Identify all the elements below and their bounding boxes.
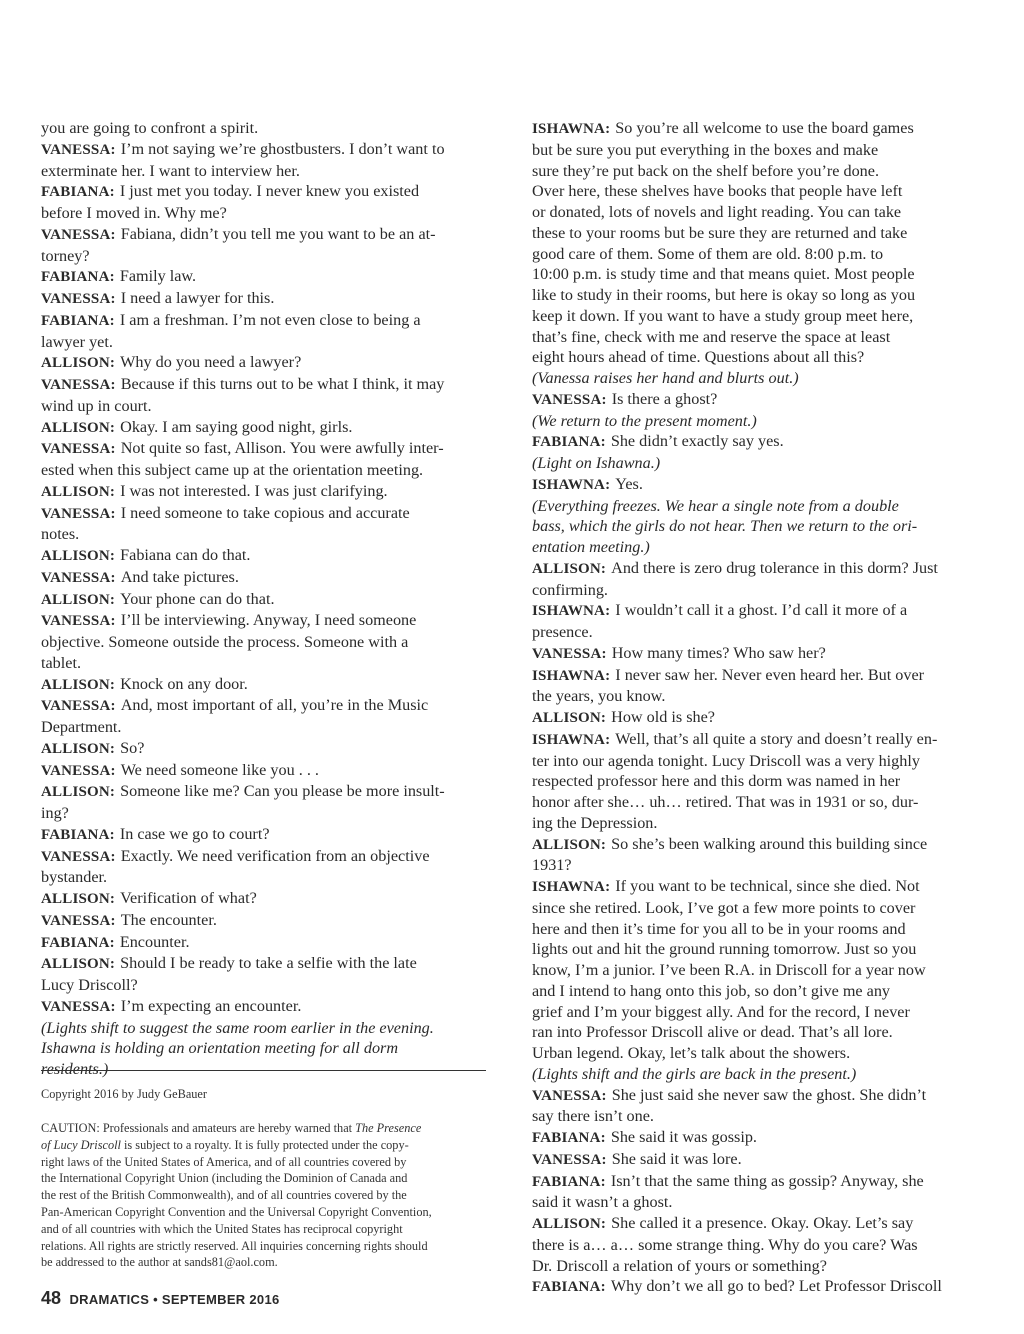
dialogue-continuation: lights out and hit the ground running tomorrow. Just so you bbox=[532, 940, 917, 959]
dialogue-continuation: presence. bbox=[532, 623, 593, 641]
caution-line bbox=[41, 1254, 493, 1271]
dialogue-text: Well, that’s all quite a story and doesn’t really en- bbox=[615, 729, 938, 748]
dialogue-line bbox=[532, 1171, 984, 1193]
dialogue-text: I’m expecting an encounter. bbox=[120, 996, 302, 1015]
speaker-name: VANESSA: bbox=[41, 377, 116, 393]
dialogue-continuation: since she retired. Look, I’ve got a few more points to cover bbox=[532, 898, 916, 917]
speaker-name: ISHAWNA: bbox=[532, 121, 611, 137]
dialogue-text: So? bbox=[120, 738, 145, 757]
dialogue-continuation: but be sure you put everything in the boxes and make bbox=[532, 140, 879, 159]
dialogue-continuation: ested when this subject came up at the orientation meeting. bbox=[41, 461, 424, 479]
speaker-name: VANESSA: bbox=[41, 998, 116, 1015]
copyright-notice: Copyright 2016 by Judy GeBauer bbox=[41, 1087, 207, 1101]
dialogue-text: So you’re all welcome to use the board games bbox=[615, 119, 914, 137]
stage-direction: (Light on Ishawna.) bbox=[532, 454, 661, 472]
dialogue-line bbox=[41, 438, 493, 460]
speaker-name: VANESSA: bbox=[41, 848, 116, 865]
caution-text: the International Copyright Union (including the Dominion of Canada and bbox=[41, 1171, 408, 1186]
dialogue-line bbox=[532, 1276, 984, 1298]
dialogue-line bbox=[532, 1213, 984, 1235]
speaker-name: VANESSA: bbox=[532, 391, 607, 408]
dialogue-text: How old is she? bbox=[611, 708, 715, 726]
dialogue-continuation: wind up in court. bbox=[41, 396, 152, 415]
dialogue-text: Because if this turns out to be what I think, it may bbox=[120, 375, 445, 393]
dialogue-line bbox=[41, 589, 493, 611]
dialogue-text: I just met you today. I never knew you existed bbox=[119, 182, 420, 201]
dialogue-text: Fabiana can do that. bbox=[120, 546, 251, 564]
speaker-name: VANESSA: bbox=[532, 1087, 607, 1104]
speaker-name: ALLISON: bbox=[41, 740, 116, 757]
dialogue-text: I’m not saying we’re ghostbusters. I don’t want to bbox=[120, 139, 445, 158]
speaker-name: ALLISON: bbox=[41, 891, 116, 907]
dialogue-continuation: sure they’re put back on the shelf before you’re done. bbox=[532, 161, 879, 180]
dialogue-continuation: ing the Depression. bbox=[532, 813, 658, 832]
left-script-column bbox=[41, 118, 493, 1080]
dialogue-continuation: lawyer yet. bbox=[41, 332, 113, 351]
footnote-divider bbox=[41, 1070, 486, 1071]
caution-text: the rest of the British Commonwealth), and of all countries covered by the bbox=[41, 1188, 407, 1203]
dialogue-text: Exactly. We need verification from an objective bbox=[120, 846, 430, 865]
speaker-name: VANESSA: bbox=[41, 226, 116, 243]
caution-text: right laws of the United States of America, and of all countries covered by bbox=[41, 1154, 407, 1169]
dialogue-line bbox=[41, 824, 493, 846]
dialogue-text: Fabiana, didn’t you tell me you want to be an at- bbox=[120, 224, 436, 243]
dialogue-continuation: keep it down. If you want to have a study group meet here, bbox=[532, 306, 914, 325]
speaker-name: FABIANA: bbox=[532, 434, 606, 451]
dialogue-line bbox=[532, 665, 984, 687]
dialogue-continuation: bystander. bbox=[41, 868, 108, 887]
dialogue-continuation: or donated, lots of novels and light reading. You can take bbox=[532, 203, 902, 221]
dialogue-continuation: notes. bbox=[41, 525, 80, 544]
dialogue-text: The encounter. bbox=[120, 910, 217, 929]
caution-line bbox=[41, 1120, 493, 1137]
speaker-name: ALLISON: bbox=[41, 784, 116, 801]
dialogue-line bbox=[532, 431, 984, 453]
dialogue-line bbox=[41, 738, 493, 760]
magazine-issue: DRAMATICS • SEPTEMBER 2016 bbox=[69, 1292, 280, 1307]
dialogue-text: I never saw her. Never even heard her. But over bbox=[615, 665, 925, 684]
speaker-name: FABIANA: bbox=[532, 1279, 606, 1296]
dialogue-line bbox=[41, 224, 493, 246]
speaker-name: FABIANA: bbox=[41, 826, 115, 843]
speaker-name: ALLISON: bbox=[41, 548, 116, 564]
dialogue-line bbox=[41, 996, 493, 1018]
dialogue-continuation: 10:00 p.m. is study time and that means quiet. Most people bbox=[532, 265, 915, 284]
dialogue-continuation: said it wasn’t a ghost. bbox=[532, 1193, 673, 1212]
dialogue-line bbox=[532, 1127, 984, 1149]
speaker-name: ISHAWNA: bbox=[532, 731, 611, 748]
dialogue-continuation: there is a… a… some strange thing. Why do you care? Was bbox=[532, 1235, 918, 1254]
dialogue-text: Isn’t that the same thing as gossip? Anyway, she bbox=[610, 1171, 924, 1190]
speaker-name: VANESSA: bbox=[41, 505, 116, 522]
dialogue-text: And there is zero drug tolerance in this dorm? Just bbox=[611, 558, 938, 577]
caution-line bbox=[41, 1187, 493, 1204]
dialogue-line bbox=[532, 834, 984, 856]
right-script-column bbox=[532, 118, 984, 1298]
dialogue-continuation: tablet. bbox=[41, 653, 82, 672]
dialogue-continuation: like to study in their rooms, but here is okay so long as you bbox=[532, 286, 916, 304]
dialogue-text: Okay. I am saying good night, girls. bbox=[120, 417, 353, 436]
speaker-name: FABIANA: bbox=[41, 184, 115, 201]
speaker-name: FABIANA: bbox=[41, 269, 115, 286]
dialogue-continuation: Lucy Driscoll? bbox=[41, 976, 138, 994]
dialogue-text: She just said she never saw the ghost. She didn’t bbox=[611, 1085, 927, 1104]
dialogue-line bbox=[532, 1085, 984, 1107]
dialogue-line bbox=[41, 781, 493, 803]
dialogue-text: I need a lawyer for this. bbox=[120, 289, 275, 307]
caution-text: be addressed to the author at sands81@aol.com. bbox=[41, 1255, 278, 1270]
caution-text: and of all countries with which the United States has reciprocal copyright bbox=[41, 1221, 403, 1236]
dialogue-continuation: you are going to confront a spirit. bbox=[41, 119, 259, 137]
dialogue-line bbox=[532, 876, 984, 898]
speaker-name: ISHAWNA: bbox=[532, 476, 611, 493]
dialogue-continuation: respected professor here and this dorm was named in her bbox=[532, 772, 901, 791]
speaker-name: VANESSA: bbox=[41, 698, 116, 715]
stage-direction: (Lights shift and the girls are back in the present.) bbox=[532, 1064, 857, 1083]
dialogue-continuation: ter into our agenda tonight. Lucy Driscoll was a very highly bbox=[532, 751, 920, 770]
dialogue-text: Is there a ghost? bbox=[611, 389, 718, 408]
speaker-name: VANESSA: bbox=[41, 141, 116, 158]
dialogue-continuation: objective. Someone outside the process. Someone with a bbox=[41, 633, 409, 651]
dialogue-continuation: know, I’m a junior. I’ve been R.A. in Driscoll for a year now bbox=[532, 961, 926, 979]
dialogue-line bbox=[41, 760, 493, 782]
dialogue-text: I am a freshman. I’m not even close to being a bbox=[119, 310, 421, 329]
speaker-name: ALLISON: bbox=[532, 560, 607, 577]
caution-line bbox=[41, 1238, 493, 1255]
dialogue-continuation: before I moved in. Why me? bbox=[41, 204, 227, 222]
dialogue-text: We need someone like you . . . bbox=[120, 760, 319, 779]
dialogue-line bbox=[532, 1149, 984, 1171]
dialogue-line bbox=[532, 600, 984, 622]
dialogue-text: She said it was lore. bbox=[611, 1149, 742, 1168]
speaker-name: VANESSA: bbox=[41, 762, 116, 779]
stage-direction: entation meeting.) bbox=[532, 538, 650, 556]
dialogue-text: Encounter. bbox=[119, 932, 190, 951]
dialogue-text: She called it a presence. Okay. Okay. Let’s say bbox=[611, 1214, 914, 1232]
dialogue-line bbox=[532, 118, 984, 140]
dialogue-continuation: 1931? bbox=[532, 856, 572, 875]
dialogue-continuation: exterminate her. I want to interview her. bbox=[41, 161, 300, 180]
dialogue-text: How many times? Who saw her? bbox=[611, 643, 826, 662]
dialogue-line bbox=[41, 910, 493, 932]
speaker-name: FABIANA: bbox=[41, 934, 115, 951]
dialogue-line bbox=[41, 352, 493, 374]
dialogue-continuation: eight hours ahead of time. Questions about all this? bbox=[532, 348, 865, 367]
dialogue-continuation: that’s fine, check with me and reserve the space at least bbox=[532, 327, 891, 346]
speaker-name: ALLISON: bbox=[41, 483, 116, 500]
dialogue-continuation: torney? bbox=[41, 246, 90, 265]
dialogue-line bbox=[532, 729, 984, 751]
speaker-name: VANESSA: bbox=[41, 569, 116, 586]
speaker-name: ALLISON: bbox=[532, 1216, 607, 1232]
dialogue-line bbox=[41, 888, 493, 910]
speaker-name: ALLISON: bbox=[41, 355, 116, 372]
dialogue-line bbox=[41, 139, 493, 161]
speaker-name: FABIANA: bbox=[41, 312, 115, 329]
caution-text: is subject to a royalty. It is fully protected under the copy- bbox=[120, 1137, 409, 1152]
dialogue-continuation: ing? bbox=[41, 804, 69, 822]
dialogue-line bbox=[41, 266, 493, 288]
dialogue-continuation: Urban legend. Okay, let’s talk about the showers. bbox=[532, 1044, 851, 1062]
stage-direction: bass, which the girls do not hear. Then we return to the ori- bbox=[532, 517, 918, 536]
page-number: 48 bbox=[41, 1288, 62, 1308]
dialogue-text: Knock on any door. bbox=[120, 674, 248, 693]
dialogue-continuation: Over here, these shelves have books that people have left bbox=[532, 182, 903, 201]
dialogue-line bbox=[41, 288, 493, 310]
caution-text: relations. All rights are strictly reserved. All inquiries concerning rights should bbox=[41, 1238, 428, 1253]
dialogue-line bbox=[41, 674, 493, 696]
dialogue-line bbox=[41, 610, 493, 632]
caution-line bbox=[41, 1170, 493, 1187]
caution-notice bbox=[41, 1120, 493, 1271]
speaker-name: ISHAWNA: bbox=[532, 667, 611, 684]
dialogue-text: I need someone to take copious and accurate bbox=[120, 503, 410, 522]
dialogue-text: She didn’t exactly say yes. bbox=[610, 432, 784, 451]
dialogue-line bbox=[41, 503, 493, 525]
dialogue-continuation: good care of them. Some of them are old. 8:00 p.m. to bbox=[532, 244, 884, 263]
dialogue-continuation: ran into Professor Driscoll alive or dead. That’s all lore. bbox=[532, 1023, 893, 1042]
speaker-name: FABIANA: bbox=[532, 1173, 606, 1190]
dialogue-line bbox=[41, 953, 493, 975]
dialogue-continuation: these to your rooms but be sure they are returned and take bbox=[532, 223, 908, 242]
dialogue-continuation: honor after she… uh… retired. That was in 1931 or so, dur- bbox=[532, 793, 919, 811]
dialogue-continuation: Department. bbox=[41, 718, 122, 736]
dialogue-text: Why do you need a lawyer? bbox=[120, 353, 302, 372]
dialogue-continuation: and I intend to hang onto this job, so don’t give me any bbox=[532, 981, 891, 1000]
dialogue-text: I’ll be interviewing. Anyway, I need someone bbox=[120, 611, 417, 630]
dialogue-text: And, most important of all, you’re in the Music bbox=[120, 696, 429, 715]
dialogue-continuation: grief and I’m your biggest ally. And for the record, I never bbox=[532, 1002, 910, 1021]
dialogue-text: So she’s been walking around this building since bbox=[611, 834, 928, 853]
caution-line bbox=[41, 1137, 493, 1154]
speaker-name: ISHAWNA: bbox=[532, 879, 611, 895]
caution-line bbox=[41, 1204, 493, 1221]
stage-direction: (Lights shift to suggest the same room earlier in the evening. bbox=[41, 1018, 434, 1037]
speaker-name: ALLISON: bbox=[532, 836, 607, 853]
dialogue-line bbox=[41, 417, 493, 439]
dialogue-text: Family law. bbox=[119, 267, 197, 286]
dialogue-text: Not quite so fast, Allison. You were awfully inter- bbox=[120, 439, 444, 458]
dialogue-continuation: confirming. bbox=[532, 580, 608, 599]
dialogue-text: She said it was gossip. bbox=[610, 1128, 757, 1146]
caution-line bbox=[41, 1154, 493, 1171]
speaker-name: ALLISON: bbox=[41, 591, 116, 608]
dialogue-text: In case we go to court? bbox=[119, 824, 270, 843]
stage-direction: (We return to the present moment.) bbox=[532, 411, 757, 430]
speaker-name: VANESSA: bbox=[41, 912, 116, 929]
dialogue-line bbox=[41, 481, 493, 503]
stage-direction: residents.) bbox=[41, 1060, 109, 1078]
page-footer bbox=[41, 1288, 280, 1309]
dialogue-line bbox=[41, 374, 493, 396]
dialogue-line bbox=[532, 474, 984, 496]
stage-direction: (Vanessa raises her hand and blurts out.) bbox=[532, 369, 799, 387]
speaker-name: ALLISON: bbox=[41, 676, 116, 693]
dialogue-line bbox=[41, 846, 493, 868]
speaker-name: ALLISON: bbox=[532, 710, 607, 726]
dialogue-text: Your phone can do that. bbox=[120, 589, 275, 608]
speaker-name: VANESSA: bbox=[41, 291, 116, 307]
stage-direction: Ishawna is holding an orientation meeting for all dorm bbox=[41, 1039, 399, 1058]
dialogue-line bbox=[41, 310, 493, 332]
dialogue-line bbox=[41, 567, 493, 589]
dialogue-continuation: here and then it’s time for you all to be in your rooms and bbox=[532, 919, 906, 938]
dialogue-text: Why don’t we all go to bed? Let Professor Driscoll bbox=[610, 1277, 942, 1296]
dialogue-continuation: Dr. Driscoll a relation of yours or something? bbox=[532, 1256, 827, 1275]
dialogue-line bbox=[41, 932, 493, 954]
play-title: The Presence bbox=[355, 1121, 422, 1135]
stage-direction: (Everything freezes. We hear a single note from a double bbox=[532, 496, 899, 515]
speaker-name: VANESSA: bbox=[41, 441, 116, 458]
speaker-name: VANESSA: bbox=[532, 645, 607, 662]
speaker-name: VANESSA: bbox=[41, 613, 116, 630]
speaker-name: ALLISON: bbox=[41, 956, 116, 973]
dialogue-text: Someone like me? Can you please be more insult- bbox=[120, 782, 445, 801]
dialogue-continuation: the years, you know. bbox=[532, 687, 666, 706]
speaker-name: ALLISON: bbox=[41, 419, 116, 436]
dialogue-line bbox=[41, 695, 493, 717]
speaker-name: VANESSA: bbox=[532, 1151, 607, 1168]
dialogue-text: I wouldn’t call it a ghost. I’d call it more of a bbox=[615, 601, 908, 620]
dialogue-text: And take pictures. bbox=[120, 567, 239, 586]
caution-text: Pan-American Copyright Convention and the Universal Copyright Convention, bbox=[41, 1204, 432, 1219]
caution-line bbox=[41, 1221, 493, 1238]
dialogue-line bbox=[41, 181, 493, 203]
dialogue-line bbox=[532, 707, 984, 729]
dialogue-text: I was not interested. I was just clarifying. bbox=[120, 481, 388, 500]
dialogue-text: If you want to be technical, since she died. Not bbox=[615, 877, 920, 895]
dialogue-line bbox=[532, 389, 984, 411]
play-title: of Lucy Driscoll bbox=[41, 1137, 121, 1152]
dialogue-continuation: say there isn’t one. bbox=[532, 1107, 654, 1126]
caution-text: CAUTION: Professionals and amateurs are hereby warned that bbox=[41, 1121, 356, 1135]
dialogue-line bbox=[532, 643, 984, 665]
dialogue-line bbox=[41, 545, 493, 567]
dialogue-text: Yes. bbox=[615, 474, 643, 493]
dialogue-line bbox=[532, 558, 984, 580]
dialogue-text: Should I be ready to take a selfie with the late bbox=[120, 954, 417, 973]
speaker-name: ISHAWNA: bbox=[532, 603, 611, 620]
speaker-name: FABIANA: bbox=[532, 1130, 606, 1146]
dialogue-text: Verification of what? bbox=[120, 889, 257, 907]
